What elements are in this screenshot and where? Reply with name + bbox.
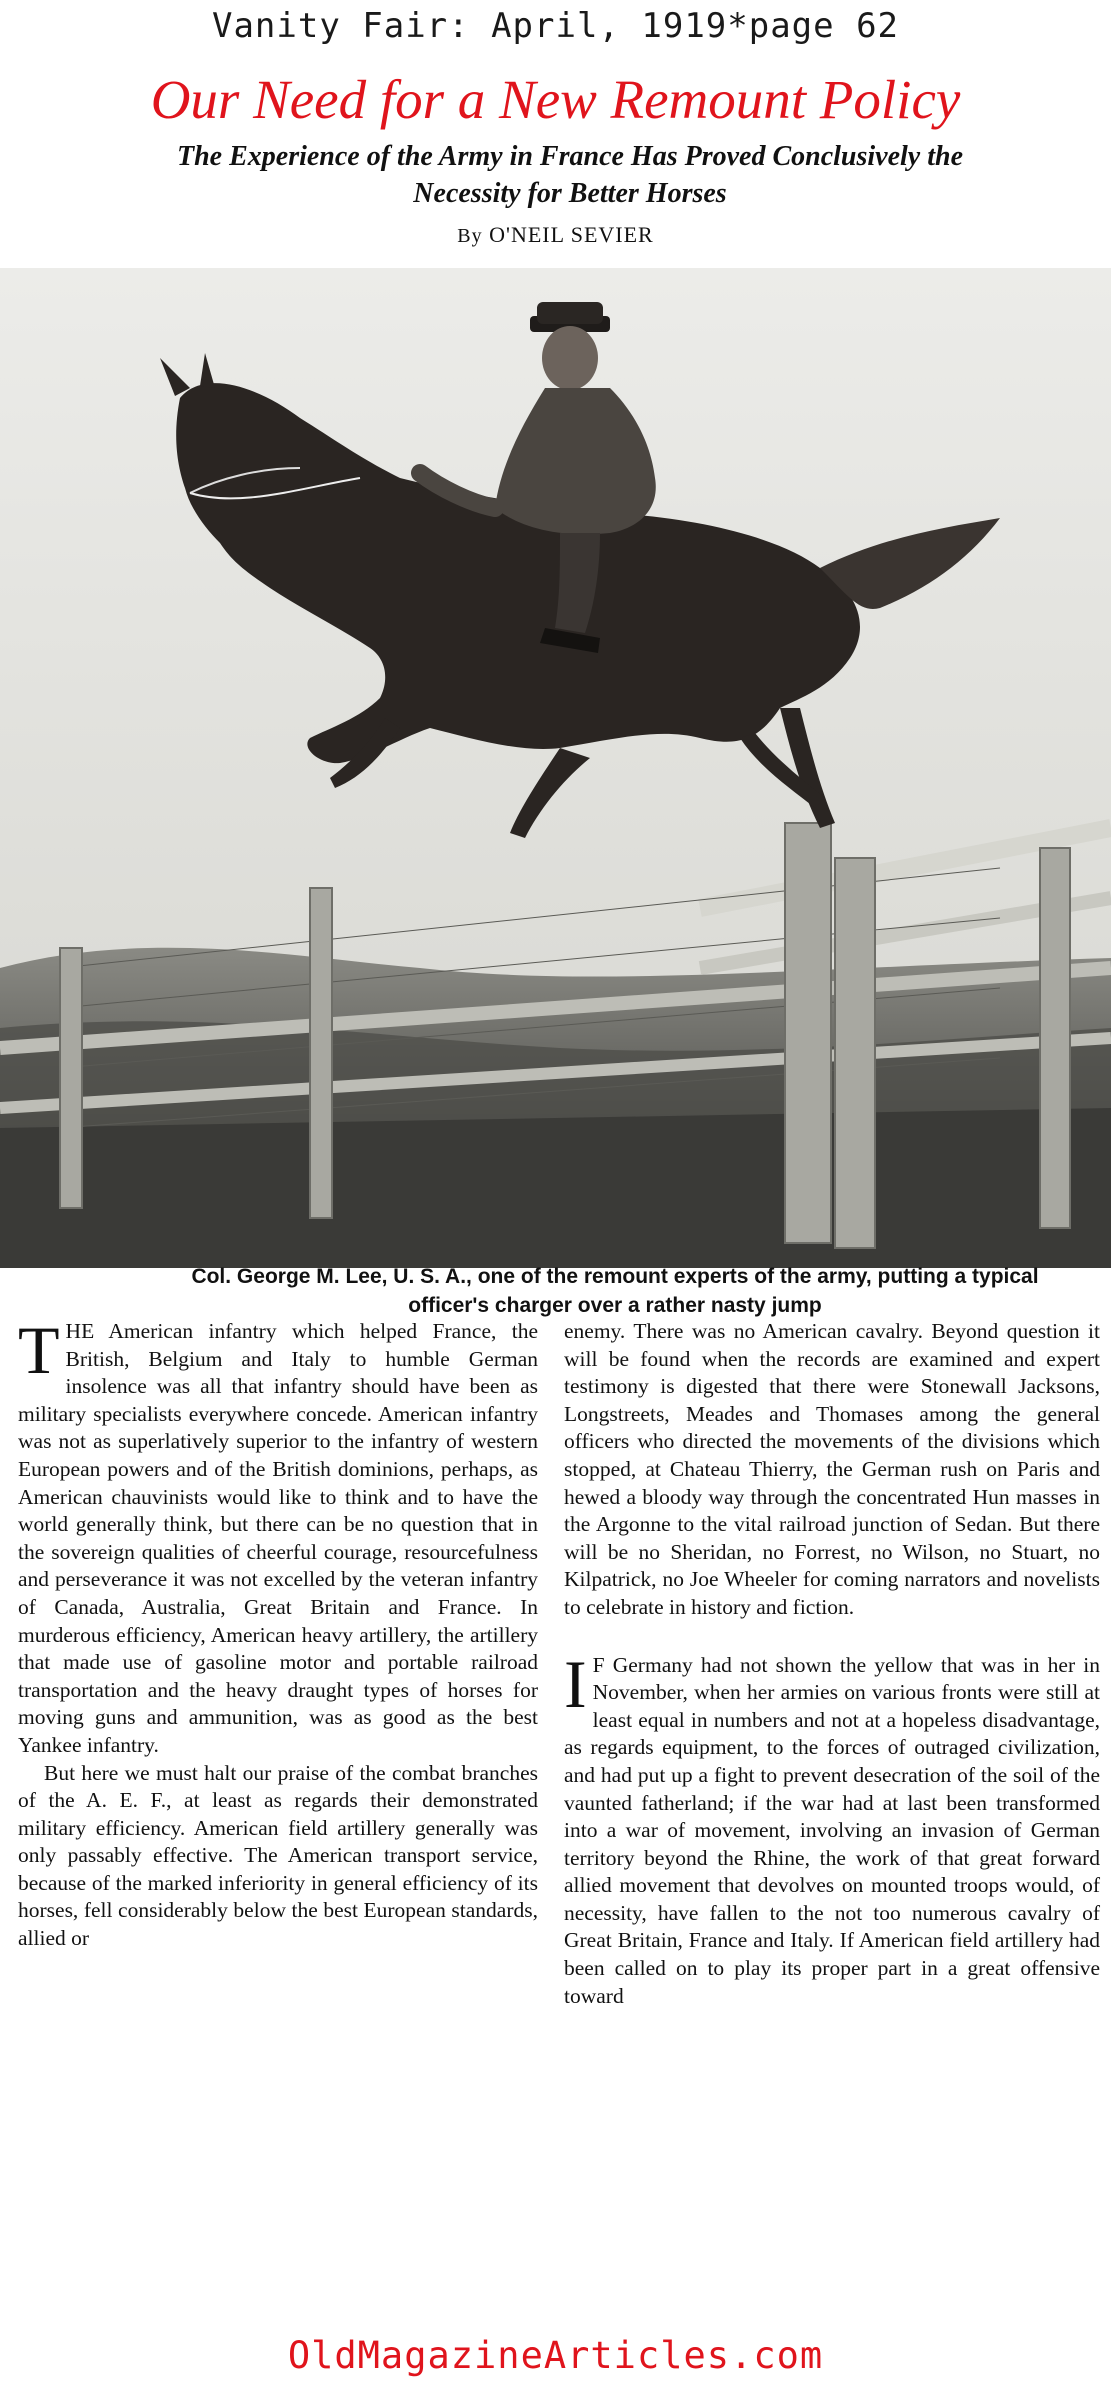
byline-prefix: By	[457, 225, 483, 247]
headline: Our Need for a New Remount Policy	[150, 69, 961, 130]
drop-cap: I	[564, 1645, 587, 1722]
byline-author: O'NEIL SEVIER	[489, 222, 654, 247]
site-watermark: OldMagazineArticles.com	[287, 2334, 824, 2377]
masthead: Vanity Fair: April, 1919*page 62	[211, 6, 900, 46]
article-paragraph	[18, 1312, 538, 1760]
horse-jump-photo	[0, 268, 1111, 1268]
article-paragraph: But here we must halt our praise of the combat branches of the A. E. F., at least as regards their demonstrated military efficiency. American field artillery generally was only passably effective. The American transport service, because of the marked inferiority in general efficiency of its horses, fell considerably below the best European standards, allied or	[18, 1760, 538, 1951]
article-column-right	[564, 1318, 1100, 2010]
byline	[0, 222, 1111, 248]
photo-caption: Col. George M. Lee, U. S. A., one of the remount experts of the army, putting a typical officer's charger over a rather nasty jump	[191, 1265, 1039, 1317]
drop-cap: T	[18, 1312, 60, 1388]
paragraph-text: F Germany had not shown the yellow that was in her in November, when her armies on various fronts were still at least equal in numbers and not at a hopeless disadvantage, as regards equipment, to the forces of outraged civilization, and had put up a fight to prevent desecration of the soil of the vaunted fatherland; if the war had at last been transformed into a war of movement, involving an invasion of German territory beyond the Rhine, the work of that great forward allied movement that devolves on mounted troops would, of necessity, have fallen to the not too numerous cavalry of Great Britain, France and Italy. If American field artillery had been called on to play its proper part in a great offensive toward	[564, 1652, 1100, 2008]
horse-jump-illustration	[0, 268, 1111, 1268]
paragraph-text: HE American infantry which helped France, the British, Belgium and Italy to humble German insolence was all that infantry should have been as military specialists everywhere concede. American infantry was not as superlatively superior to the infantry of western European powers and of the British dominions, perhaps, as American chauvinists would like to think and to have the world generally think, but there can be no question that in the sovereign qualities of cheerful courage, resourcefulness and perseverance it was not excelled by the veteran infantry of Canada, Australia, Great Britain and France. In murderous efficiency, American heavy artillery, the artillery that made use of gasoline motor and portable railroad transportation and the heavy draught types of horses for moving guns and ammunition, was as good as the best Yankee infantry.	[18, 1319, 538, 1757]
article-column-left	[18, 1312, 538, 1953]
article-paragraph: enemy. There was no American cavalry. Beyond question it will be found when the records are examined and expert testimony is digested that there were Stonewall Jacksons, Longstreets, Meades and Thomases among the general officers who directed the movements of the divisions which stopped, at Chateau Thierry, the German rush on Paris and hewed a bloody way through the concentrated Hun masses in the Argonne to the vital railroad junction of Sedan. But there will be no Sheridan, no Forrest, no Wilson, no Stuart, no Kilpatrick, no Joe Wheeler for coming narrators and novelists to celebrate in history and fiction.	[564, 1319, 1100, 1619]
subhead: The Experience of the Army in France Has Proved Conclusively the Necessity for Better Horses	[176, 141, 963, 209]
article-paragraph	[564, 1645, 1100, 2011]
